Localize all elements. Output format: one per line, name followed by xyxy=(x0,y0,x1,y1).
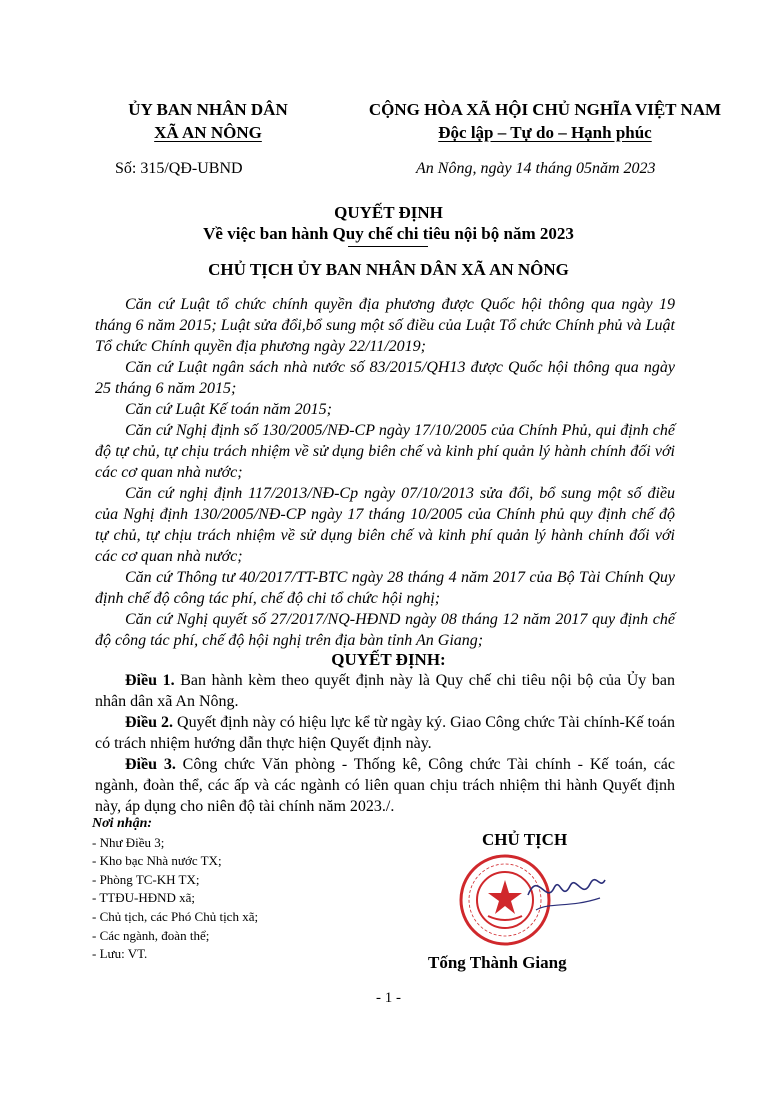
recipient-item: - Phòng TC-KH TX; xyxy=(92,871,200,887)
handwritten-signature-icon xyxy=(528,880,605,910)
recipients xyxy=(92,815,258,964)
recipient-item: - TTĐU-HĐND xã; xyxy=(92,890,196,906)
title-divider xyxy=(348,246,428,247)
document-number: Số: 315/QĐ-UBND xyxy=(115,160,243,177)
national-motto xyxy=(345,98,745,144)
article-label: Điều 2. xyxy=(125,714,174,731)
article-label: Điều 3. xyxy=(125,756,176,773)
document-title: QUYẾT ĐỊNH xyxy=(334,203,443,222)
legal-basis-2: Căn cứ Luật ngân sách nhà nước số 83/2015/QH13 được Quốc hội thông qua ngày 25 tháng 6 năm 2015; xyxy=(95,359,675,397)
signer-name: Tống Thành Giang xyxy=(428,953,567,972)
recipient-item: - Các ngành, đoàn thể; xyxy=(92,927,210,943)
article-label: Điều 1. xyxy=(125,672,175,689)
article-text: Ban hành kèm theo quyết định này là Quy chế chi tiêu nội bộ của Ủy ban nhân dân xã An Nông. xyxy=(95,672,676,710)
recipient-item: - Lưu: VT. xyxy=(92,946,148,962)
document-subject: Về việc ban hành Quy chế chi tiêu nội bộ năm 2023 xyxy=(203,224,574,243)
legal-basis-5: Căn cứ nghị định 117/2013/NĐ-Cp ngày 07/10/2013 sửa đổi, bổ sung một số điều của Nghị định 130/2005/NĐ-CP ngày 17 tháng 10/2005 của Chính phủ quy định chế độ tự chủ, tự chịu trách nhiệm về sử dụng biên chế và kinh phí quản lý hành chính đối với các cơ quan nhà nước; xyxy=(95,485,675,565)
recipient-item: - Chủ tịch, các Phó Chủ tịch xã; xyxy=(92,908,259,924)
legal-basis-6: Căn cứ Thông tư 40/2017/TT-BTC ngày 28 tháng 4 năm 2017 của Bộ Tài Chính Quy định chế độ công tác phí, chế độ chi tổ chức hội nghị; xyxy=(95,569,675,607)
place-date: An Nông, ngày 14 tháng 05năm 2023 xyxy=(416,160,656,177)
articles xyxy=(95,670,675,817)
page-number: - 1 - xyxy=(376,990,401,1006)
legal-basis-7: Căn cứ Nghị quyết số 27/2017/NQ-HĐND ngày 08 tháng 12 năm 2017 quy định chế độ công tác phí, chế độ hội nghị trên địa bàn tỉnh An Giang; xyxy=(95,611,675,649)
legal-basis-3: Căn cứ Luật Kế toán năm 2015; xyxy=(125,401,332,418)
article-text: Quyết định này có hiệu lực kể từ ngày ký. Giao Công chức Tài chính-Kế toán có trách nhiệm hướng dẫn thực hiện Quyết định này. xyxy=(95,714,676,752)
nation-line-2: Độc lập – Tự do – Hạnh phúc xyxy=(438,123,652,142)
article-3 xyxy=(95,754,675,817)
red-seal-icon xyxy=(461,856,549,944)
issuing-authority xyxy=(88,98,328,144)
issuing-authority-title: CHỦ TỊCH ỦY BAN NHÂN DÂN XÃ AN NÔNG xyxy=(208,260,569,279)
decision-heading: QUYẾT ĐỊNH: xyxy=(331,650,446,669)
recipients-heading: Nơi nhận: xyxy=(92,816,153,831)
signer-position: CHỦ TỊCH xyxy=(482,830,568,849)
org-line-2: XÃ AN NÔNG xyxy=(154,123,262,142)
nation-line-1: CỘNG HÒA XÃ HỘI CHỦ NGHĨA VIỆT NAM xyxy=(368,100,722,119)
recipient-item: - Như Điều 3; xyxy=(92,834,165,850)
official-seal-and-signature xyxy=(450,850,610,950)
org-line-1: ỦY BAN NHÂN DÂN xyxy=(128,100,288,119)
legal-basis-4: Căn cứ Nghị định số 130/2005/NĐ-CP ngày 17/10/2005 của Chính Phủ, qui định chế độ tự chủ, tự chịu trách nhiệm về sử dụng biên chế và kinh phí quản lý hành chính đối với các cơ quan nhà nước; xyxy=(95,422,675,481)
article-1 xyxy=(95,670,675,712)
legal-bases xyxy=(95,294,675,651)
recipient-item: - Kho bạc Nhà nước TX; xyxy=(92,853,222,869)
legal-basis-1: Căn cứ Luật tổ chức chính quyền địa phương được Quốc hội thông qua ngày 19 tháng 6 năm 2015; Luật sửa đổi,bổ sung một số điều của Luật Tổ chức Chính phủ và Luật Tổ chức Chính quyền địa phương ngày 22/11/2019; xyxy=(95,296,675,355)
article-2 xyxy=(95,712,675,754)
article-text: Công chức Văn phòng - Thống kê, Công chức Tài chính - Kế toán, các ngành, đoàn thể, các ấp và các ngành có liên quan chịu trách nhiệm thi hành Quyết định này, áp dụng cho niên độ tài chính năm 2023./. xyxy=(95,756,675,815)
